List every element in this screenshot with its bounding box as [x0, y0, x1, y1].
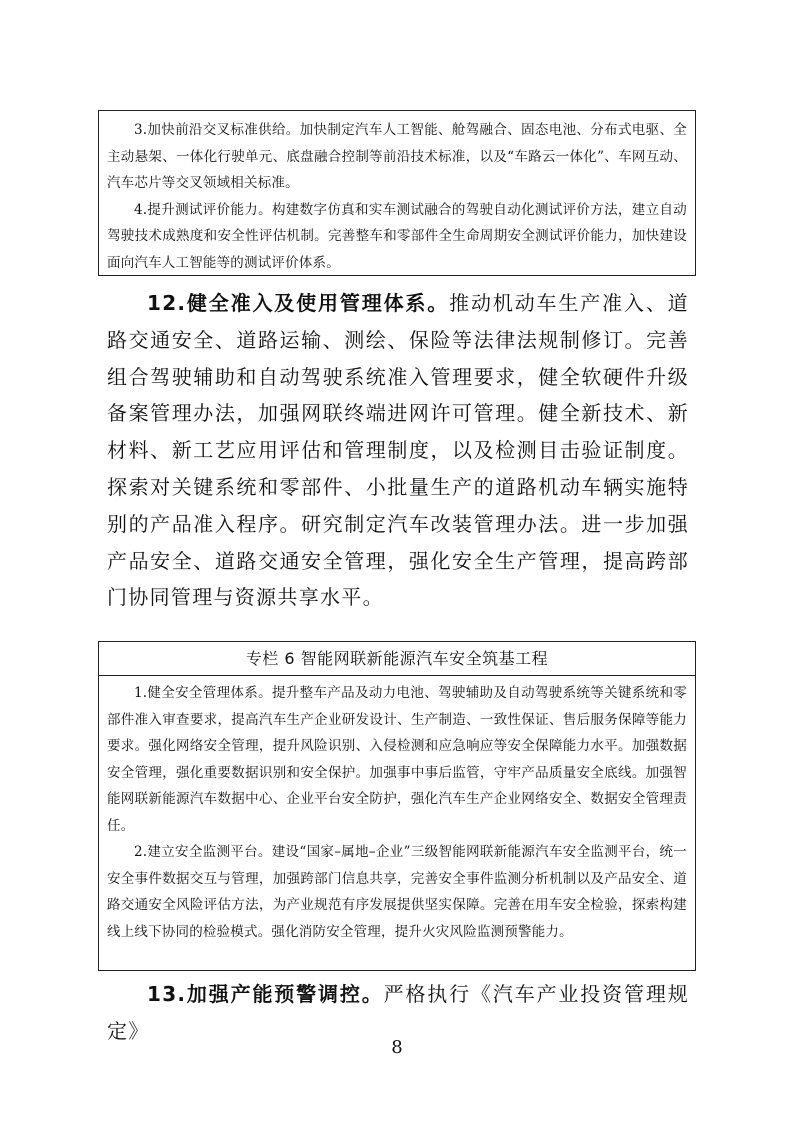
box-item-4	[107, 197, 687, 277]
box-item-body: 加快制定汽车人工智能、舱驾融合、固态电池、分布式电驱、全主动悬架、一体化行驶单元、底盘融合控制等前沿技术标准，以及“车路云一体化”、车网互动、汽车芯片等交叉领域相关标准。	[107, 122, 687, 191]
box-item-1	[107, 680, 687, 839]
box-title: 专栏 6 智能网联新能源汽车安全筑基工程	[99, 642, 695, 676]
callout-box-standards	[98, 110, 696, 276]
box-item-lead: 4.提升测试评价能力。	[134, 201, 272, 218]
box-item-lead: 1.健全安全管理体系。	[134, 685, 272, 701]
box-item-lead: 2.建立安全监测平台。	[134, 844, 272, 860]
callout-box-safety	[98, 641, 696, 971]
paragraph-body: 严格执行《汽车产业投资管理规定》	[107, 982, 690, 1043]
page-number: 8	[391, 1037, 403, 1058]
box-item-2	[107, 839, 687, 945]
paragraph-heading: 13.加强产能预警调控。	[147, 982, 384, 1006]
box-item-body: 构建数字仿真和实车测试融合的驾驶自动化测试评价方法，建立自动驾驶技术成熟度和安全性评估机制。完善整车和零部件全生命周期安全测试评价能力，加快建设面向汽车人工智能等的测试评价体系。	[107, 201, 687, 271]
box-body	[99, 676, 695, 945]
paragraph-heading: 12.健全准入及使用管理体系。	[147, 291, 450, 315]
box-item-lead: 3.加快前沿交叉标准供给。	[134, 122, 300, 138]
box-item-3	[107, 117, 687, 197]
box-item-body: 提升整车产品及动力电池、驾驶辅助及自动驾驶系统等关键系统和零部件准入审查要求，提高汽车生产企业研发设计、生产制造、一致性保证、售后服务保障等能力要求。强化网络安全管理，提升风险识别、入侵检测和应急响应等安全保障能力水平。加强数据安全管理，强化重要数据识别和安全保护。加强事中事后监管，守牢产品质量安全底线。加强智能网联新能源汽车数据中心、企业平台安全防护，强化汽车生产企业网络安全、数据安全管理责任。	[107, 685, 687, 834]
paragraph-12	[107, 285, 689, 616]
box-item-body: 建设“国家–属地–企业”三级智能网联新能源汽车安全监测平台，统一安全事件数据交互与管理，加强跨部门信息共享，完善安全事件监测分析机制以及产品安全、道路交通安全风险评估方法，为产业规范有序发展提供坚实保障。完善在用车安全检验，探索构建线上线下协同的检验模式。强化消防安全管理，提升火灾风险监测预警能力。	[107, 844, 687, 940]
paragraph-body: 推动机动车生产准入、道路交通安全、道路运输、测绘、保险等法律法规制修订。完善组合驾驶辅助和自动驾驶系统准入管理要求，健全软硬件升级备案管理办法，加强网联终端进网许可管理。健全新技术、新材料、新工艺应用评估和管理制度，以及检测目击验证制度。探索对关键系统和零部件、小批量生产的道路机动车辆实施特别的产品准入程序。研究制定汽车改装管理办法。进一步加强产品安全、道路交通安全管理，强化安全生产管理，提高跨部门协同管理与资源共享水平。	[107, 291, 689, 610]
